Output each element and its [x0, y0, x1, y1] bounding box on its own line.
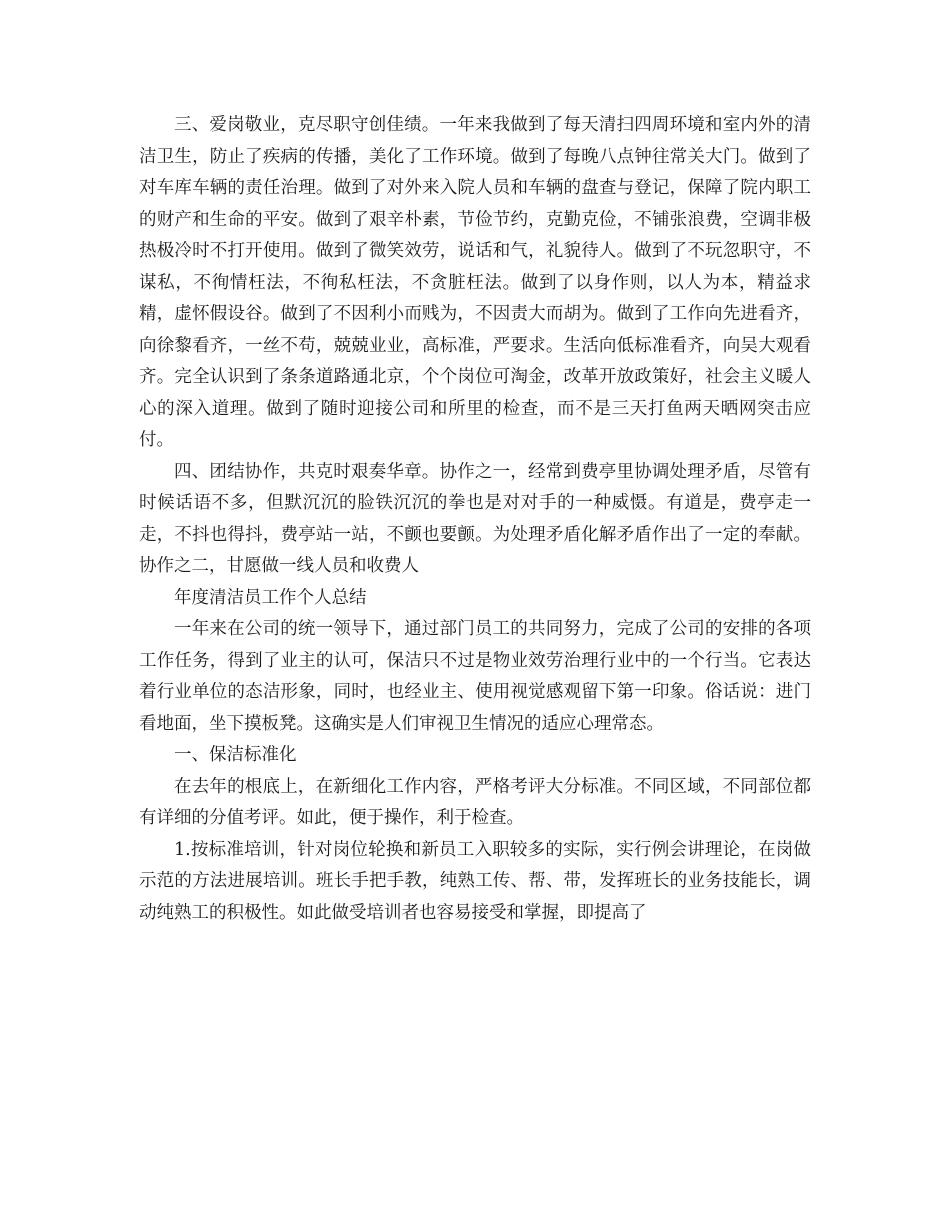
paragraph-intro: 一年来在公司的统一领导下，通过部门员工的共同努力，完成了公司的安排的各项工作任务，得到了业主的认可，保洁只不过是物业效劳治理行业中的一个行当。它表达着行业单位的态洁形象，同时，也经业主、使用视觉感观留下第一印象。俗话说：进门看地面，坐下摸板凳。这确实是人们审视卫生情况的适应心理常态。 [139, 619, 811, 734]
document-body [139, 110, 811, 929]
paragraph-teamwork: 四、团结协作，共克时艰奏华章。协作之一，经常到费亭里协调处理矛盾，尽管有时候话语不多，但默沉沉的脸铁沉沉的拳也是对对手的一种威慑。有道是，费亭走一走，不抖也得抖，费亭站一站，不颤也要颤。为处理矛盾化解矛盾作出了一定的奉献。协作之二，甘愿做一线人员和收费人 [139, 461, 811, 576]
section-title: 年度清洁员工作个人总结 [174, 587, 367, 608]
paragraph-standards: 在去年的根底上，在新细化工作内容，严格考评大分标准。不同区域，不同部位都有详细的分值考评。如此，便于操作，利于检查。 [139, 776, 811, 828]
paragraph-training: 1.按标准培训，针对岗位轮换和新员工入职较多的实际，实行例会讲理论，在岗做示范的方法进展培训。班长手把手教，纯熟工传、帮、带，发挥班长的业务技能长，调动纯熟工的积极性。如此做受培训者也容易接受和掌握，即提高了 [139, 839, 811, 923]
paragraph-duty: 三、爱岗敬业，克尽职守创佳绩。一年来我做到了每天清扫四周环境和室内外的清洁卫生，防止了疾病的传播，美化了工作环境。做到了每晚八点钟往常关大门。做到了对车库车辆的责任治理。做到了对外来入院人员和车辆的盘查与登记，保障了院内职工的财产和生命的平安。做到了艰辛朴素，节俭节约，克勤克俭，不铺张浪费，空调非极热极冷时不打开使用。做到了微笑效劳，说话和气，礼貌待人。做到了不玩忽职守，不谋私，不徇情枉法，不徇私枉法，不贪脏枉法。做到了以身作则，以人为本，精益求精，虚怀假设谷。做到了不因利小而贱为，不因责大而胡为。做到了工作向先进看齐，向徐黎看齐，一丝不苟，兢兢业业，高标准，严要求。生活向低标准看齐，向吴大观看齐。完全认识到了条条道路通北京，个个岗位可淘金，改革开放政策好，社会主义暖人心的深入道理。做到了随时迎接公司和所里的检查，而不是三天打鱼两天晒网突击应付。 [139, 115, 811, 450]
section-heading-standardization: 一、保洁标准化 [174, 745, 297, 765]
